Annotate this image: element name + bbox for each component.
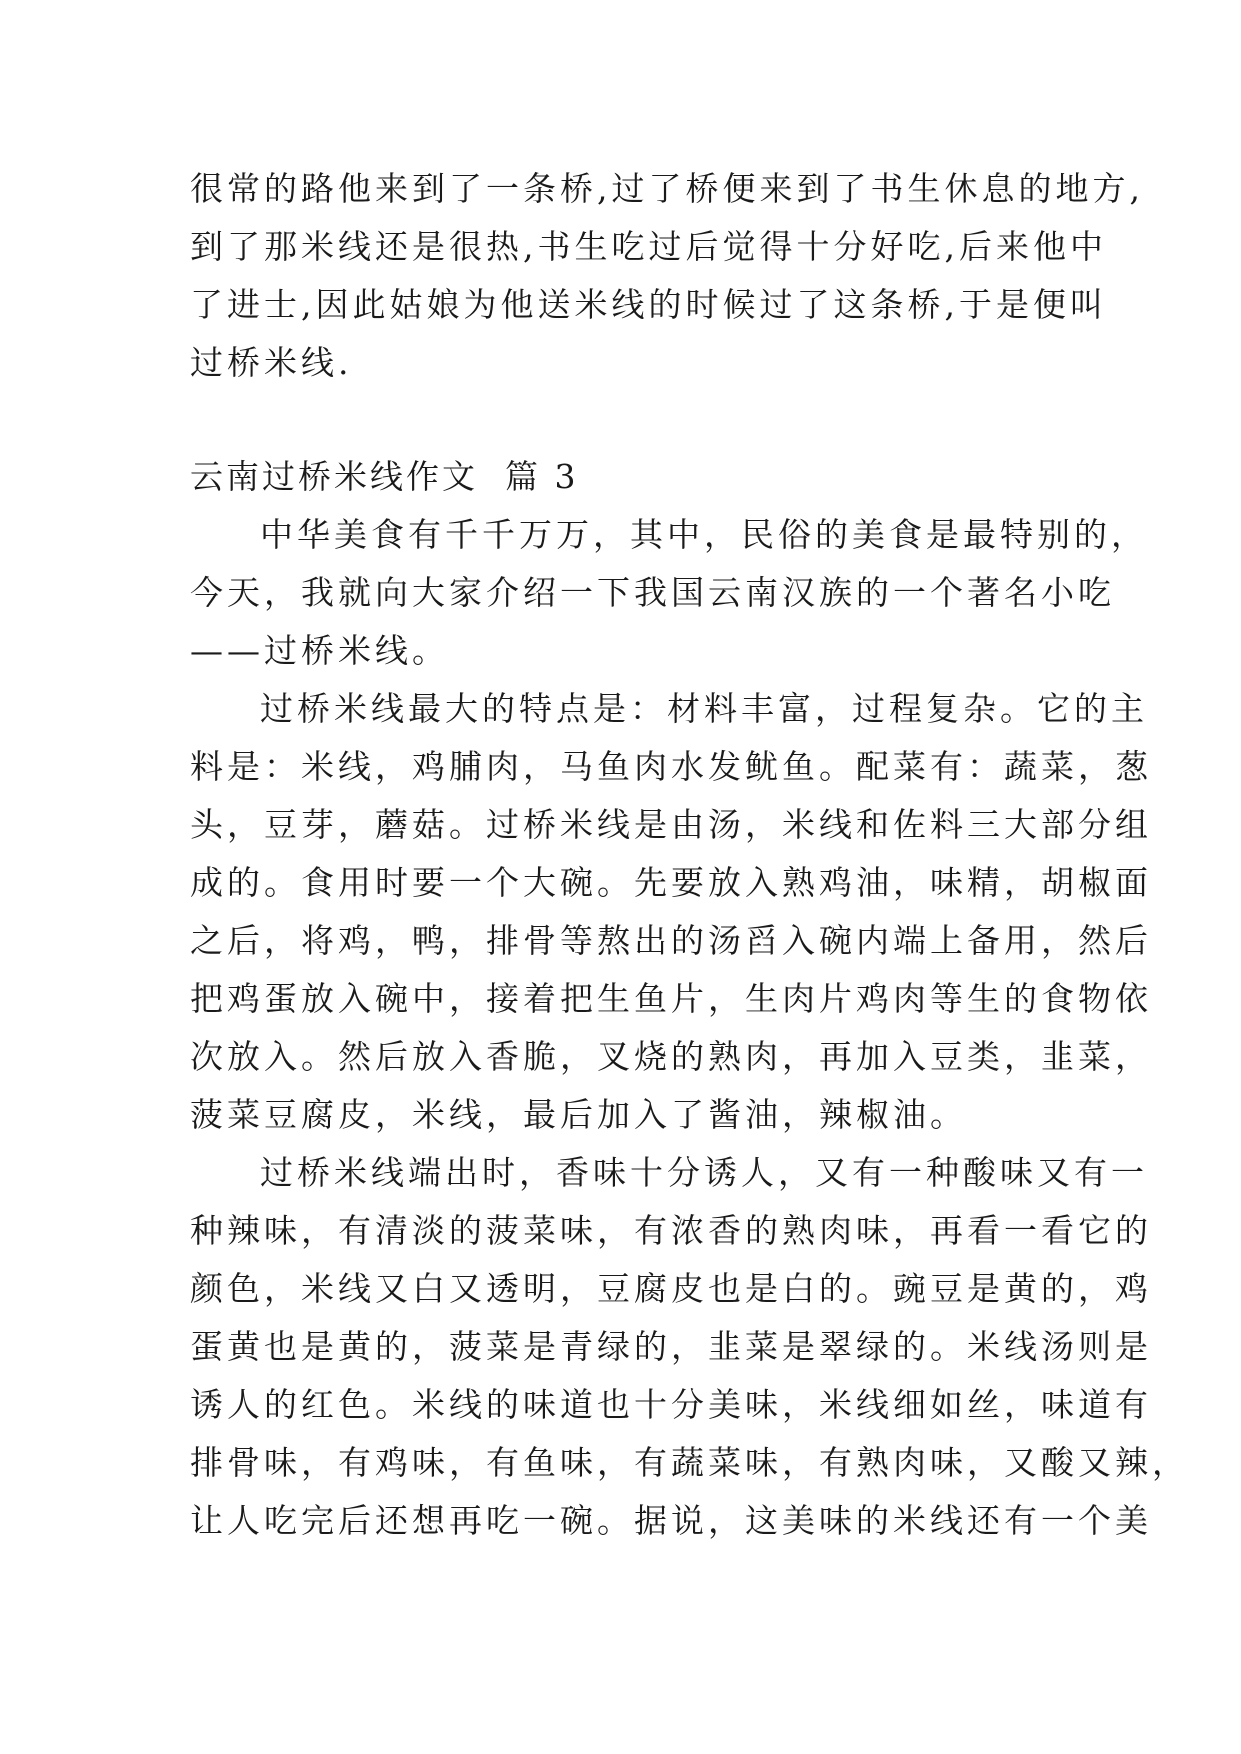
text-line: 诱人的红色。米线的味道也十分美味，米线细如丝，味道有	[190, 1385, 1152, 1424]
text-line: 次放入。然后放入香脆，叉烧的熟肉，再加入豆类，韭菜，	[190, 1037, 1152, 1076]
text-line: 中华美食有千千万万，其中，民俗的美食是最特别的，	[260, 515, 1148, 554]
text-line: 过桥米线最大的特点是：材料丰富，过程复杂。它的主	[260, 689, 1148, 728]
text-line: 成的。食用时要一个大碗。先要放入熟鸡油，味精，胡椒面	[190, 863, 1152, 902]
continuation-paragraph	[190, 160, 1144, 392]
text-line: 把鸡蛋放入碗中，接着把生鱼片，生肉片鸡肉等生的食物依	[190, 979, 1152, 1018]
text-line: 过桥米线端出时，香味十分诱人，又有一种酸味又有一	[260, 1153, 1148, 1192]
paragraph-1	[190, 506, 1148, 680]
text-line: 了进士,因此姑娘为他送米线的时候过了这条桥,于是便叫	[190, 285, 1107, 324]
text-line: 之后，将鸡，鸭，排骨等熬出的汤舀入碗内端上备用，然后	[190, 921, 1152, 960]
text-line: 今天，我就向大家介绍一下我国云南汉族的一个著名小吃	[190, 573, 1115, 612]
text-line: 蛋黄也是黄的，菠菜是青绿的，韭菜是翠绿的。米线汤则是	[190, 1327, 1152, 1366]
text-line: 到了那米线还是很热,书生吃过后觉得十分好吃,后来他中	[190, 227, 1107, 266]
paragraph-3	[190, 1144, 1189, 1550]
text-line: 让人吃完后还想再吃一碗。据说，这美味的米线还有一个美	[190, 1501, 1152, 1540]
text-line: 菠菜豆腐皮，米线，最后加入了酱油，辣椒油。	[190, 1095, 967, 1134]
text-line: 头，豆芽，蘑菇。过桥米线是由汤，米线和佐料三大部分组	[190, 805, 1152, 844]
essay-section	[190, 448, 1189, 1550]
text-line: ——过桥米线。	[190, 631, 449, 670]
text-line: 过桥米线.	[190, 343, 353, 382]
text-line: 颜色，米线又白又透明，豆腐皮也是白的。豌豆是黄的，鸡	[190, 1269, 1152, 1308]
text-line: 很常的路他来到了一条桥,过了桥便来到了书生休息的地方,	[190, 169, 1144, 208]
text-line: 种辣味，有清淡的菠菜味，有浓香的熟肉味，再看一看它的	[190, 1211, 1152, 1250]
paragraph-2	[190, 680, 1152, 1144]
section-heading: 云南过桥米线作文 篇 3	[190, 457, 579, 496]
text-line: 排骨味，有鸡味，有鱼味，有蔬菜味，有熟肉味，又酸又辣，	[190, 1443, 1189, 1482]
text-line: 料是：米线，鸡脯肉，马鱼肉水发鱿鱼。配菜有：蔬菜，葱	[190, 747, 1152, 786]
